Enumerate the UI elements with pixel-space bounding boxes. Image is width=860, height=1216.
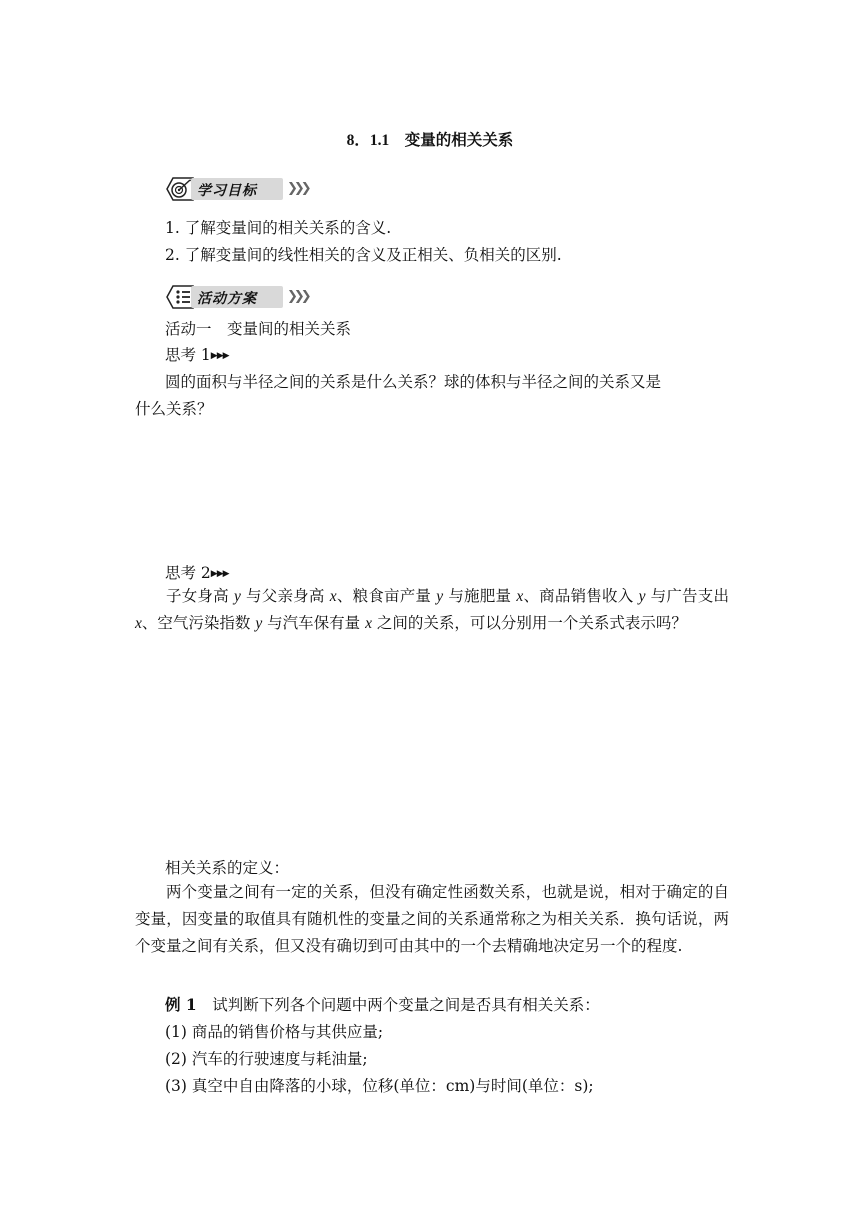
think2-paragraph: 子女身高 y 与父亲身高 x、粮食亩产量 y 与施肥量 x、商品销售收入 y 与广告支出 x、空气污染指数 y 与汽车保有量 x 之间的关系，可以分别用一个关系式表示吗？ — [135, 587, 729, 632]
think2-heading — [165, 563, 229, 584]
think2-label: 思考 2 — [165, 564, 211, 582]
example-item-1: (1) 商品的销售价格与其供应量; — [165, 1023, 384, 1041]
chevron-icon: ❯❯❯ — [287, 181, 308, 196]
chevron-icon: ❯❯❯ — [287, 289, 308, 304]
example-label: 例 1 — [165, 995, 197, 1014]
triangles-icon: ▶▶▶ — [210, 351, 229, 361]
example-item-2: (2) 汽车的行驶速度与耗油量; — [165, 1050, 368, 1068]
think1-heading — [165, 345, 229, 366]
badge-label: 学习目标 — [197, 183, 257, 199]
definition-label: 相关关系的定义： — [165, 859, 290, 877]
page-title: 8．1.1 变量的相关关系 — [346, 132, 514, 149]
example-text: 试判断下列各个问题中两个变量之间是否具有相关关系： — [196, 996, 600, 1014]
triangles-icon: ▶▶▶ — [210, 569, 229, 579]
activity-title: 活动一 变量间的相关关系 — [165, 320, 352, 338]
think1-label: 思考 1 — [165, 346, 211, 364]
section-badge-goals — [163, 177, 323, 201]
goal-item-1: 1. 了解变量间的相关关系的含义. — [165, 219, 392, 237]
example-heading — [165, 995, 600, 1015]
definition-paragraph: 两个变量之间有一定的关系，但没有确定性函数关系，也就是说，相对于确定的自变量，因变量的取值具有随机性的变量之间的关系通常称之为相关关系．换句话说，两个变量之间有关系，但又没有确切到可由其中的一个去精确地决定另一个的程度. — [135, 883, 729, 955]
example-item-3: (3) 真空中自由降落的小球，位移(单位：cm)与时间(单位：s); — [165, 1077, 594, 1095]
goal-item-2: 2. 了解变量间的线性相关的含义及正相关、负相关的区别. — [165, 246, 562, 264]
badge-label: 活动方案 — [197, 291, 257, 307]
think1-line2: 什么关系？ — [135, 400, 213, 418]
section-badge-activities — [163, 285, 323, 309]
think1-line1: 圆的面积与半径之间的关系是什么关系？球的体积与半径之间的关系又是 — [165, 373, 662, 391]
